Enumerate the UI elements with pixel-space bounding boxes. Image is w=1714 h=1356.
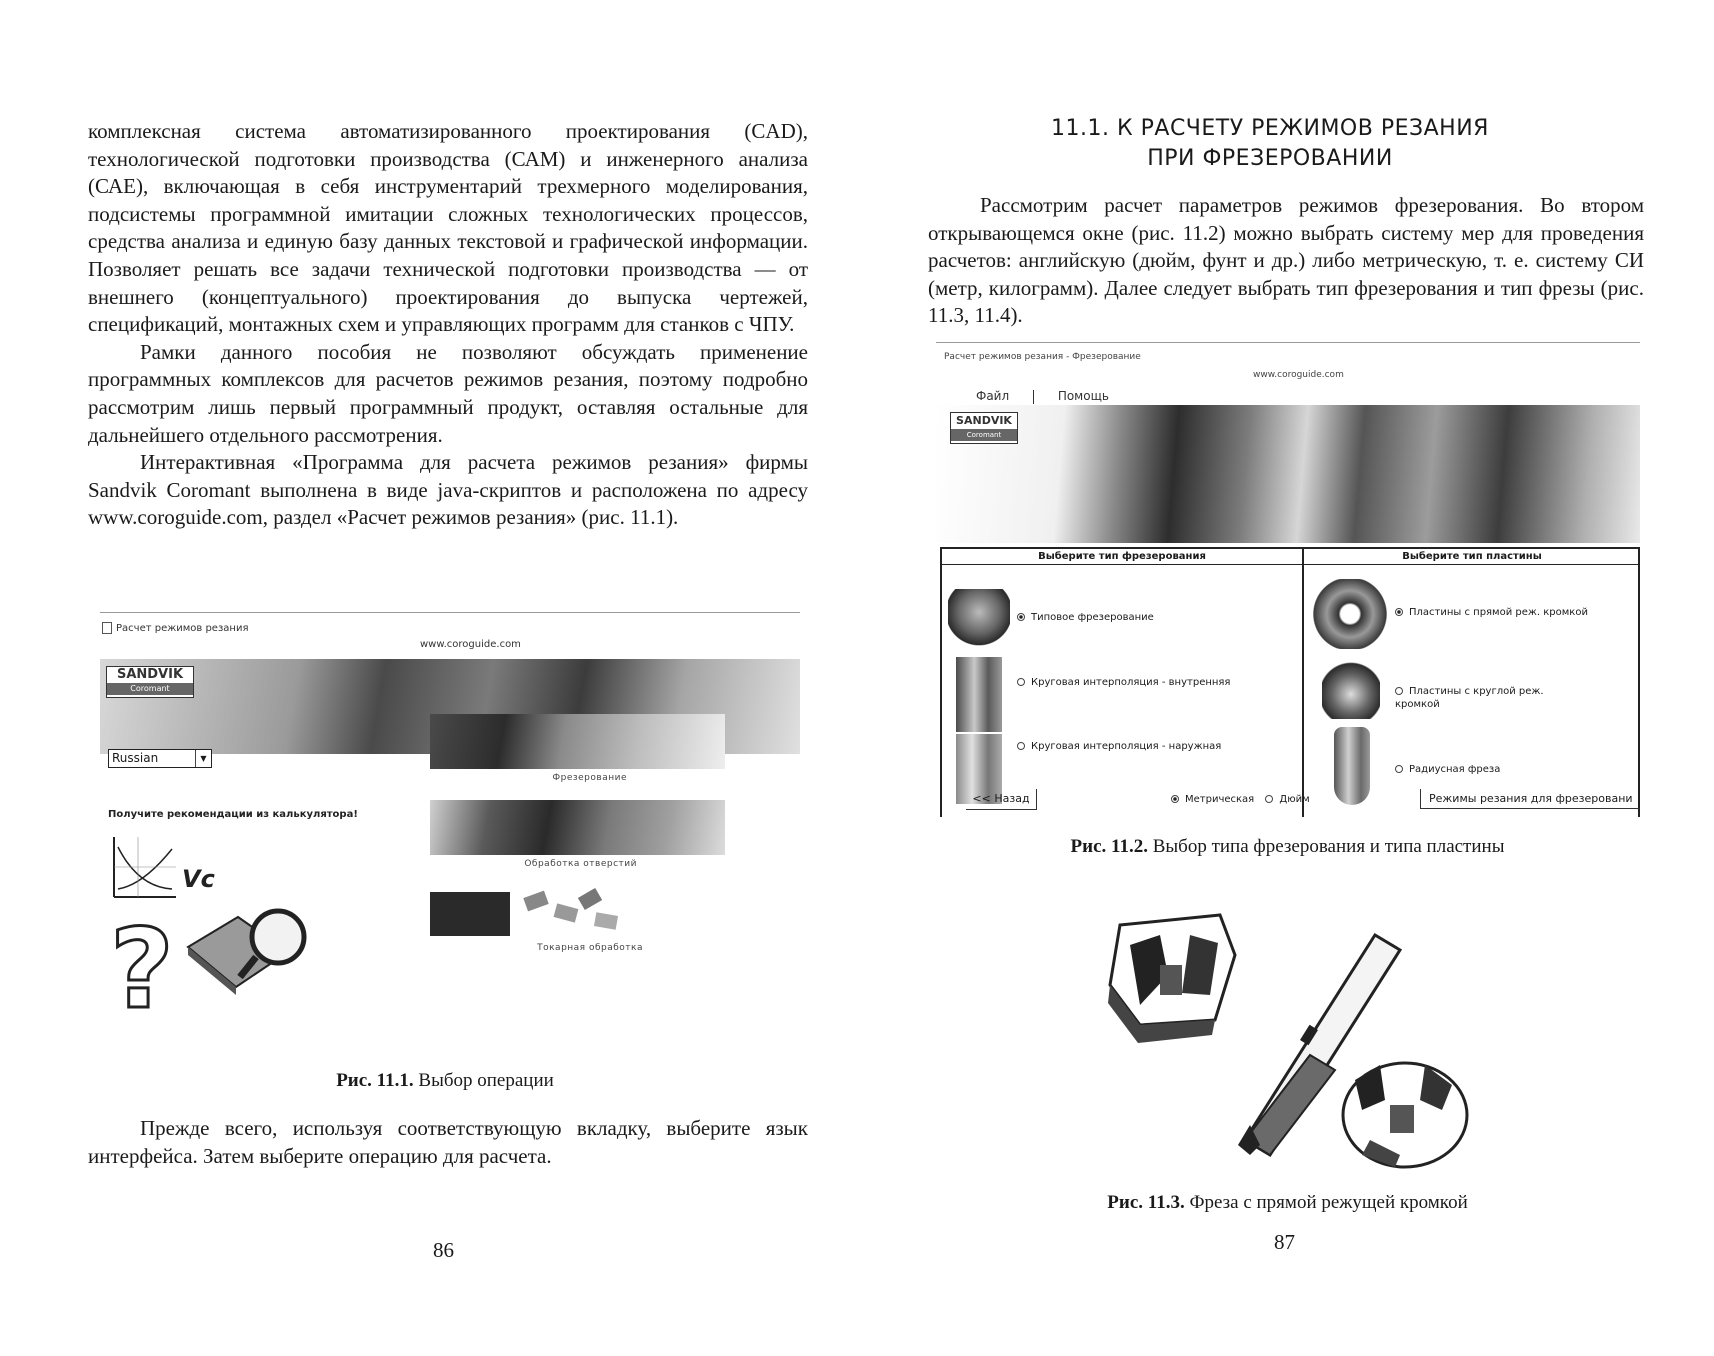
option-label: Круговая интерполяция - внутренняя [1031,677,1231,688]
radio-external-interpolation[interactable] [1017,742,1025,750]
milling-option-internal[interactable] [1017,677,1230,688]
menu-file[interactable]: Файл [976,389,1010,403]
face-mill-bottom-icon [1343,1063,1467,1167]
radio-internal-interpolation[interactable] [1017,678,1025,686]
chevron-down-icon[interactable]: ▼ [195,750,211,767]
url-label: www.coroguide.com [1253,370,1344,380]
menu-help[interactable]: Помощь [1057,389,1109,403]
paragraph-2: Рамки данного пособия не позволяют обсуждать применение программных комплексов для расчетов режимов резания, поэтому подробно рассмотрим лишь первый программный продукт, оставляя остальные для дальнейшего отдельного рассмотрения. [88,339,808,447]
browser-top-line [100,612,800,613]
question-mark-icon [110,905,174,1027]
internal-interpolation-icon [956,657,1002,732]
figure-11-2-caption [930,836,1645,858]
radio-straight-edge[interactable] [1395,608,1403,616]
url-label: www.coroguide.com [420,639,521,650]
unit-selector [1171,794,1310,805]
figure-11-1 [100,612,800,1047]
selection-table [940,547,1640,817]
option-label: Радиусная фреза [1409,764,1501,775]
insert-option-round[interactable] [1395,685,1565,711]
turning-photo [430,884,725,939]
unit-inch-label: Дюйм [1279,794,1310,805]
svg-text:?: ? [110,905,174,1027]
chart-icon [114,837,176,897]
option-label: Типовое фрезерование [1031,612,1154,623]
round-insert-cutter-icon [1322,657,1380,719]
option-label: Пластины с прямой реж. кромкой [1409,607,1588,618]
square-insert-cutter-icon [1312,579,1388,649]
paragraph-4: Прежде всего, используя соответствующую вкладку, выберите язык интерфейса. Затем выберите операцию для расчета. [88,1116,808,1168]
caption-text: Фреза с прямой режущей кромкой [1184,1192,1468,1213]
sandvik-logo [106,666,194,698]
face-mill-top-icon [1108,915,1235,1043]
calculator-illustration[interactable] [108,827,348,1027]
next-button[interactable]: Режимы резания для фрезеровани [1420,789,1640,809]
paragraph-right: Рассмотрим расчет параметров режимов фрезерования. Во втором открывающемся окне (рис. 11.2) можно выбрать систему мер для проведения расчетов: английскую (дюйм, фунт и др.) либо метрическую, т. е. систему СИ (метр, килограмм). Далее следует выбрать тип фрезерования и тип фрезы (рис. 11.3, 11.4). [928,193,1644,328]
operation-label: Токарная обработка [537,943,643,953]
menu-separator [1033,390,1034,404]
window-title: Расчет режимов резания [102,622,248,634]
left-closing-text [88,1115,808,1170]
operation-item-turning[interactable] [430,884,725,954]
menu-bar [976,389,1109,404]
page-number-left: 86 [433,1238,454,1262]
milling-option-typical[interactable] [1017,612,1154,623]
page-icon [102,622,112,634]
ball-nose-cutter-icon [1334,727,1370,805]
left-page-text [88,118,808,532]
language-value: Russian [112,751,159,765]
figure-11-1-caption [80,1070,810,1092]
insert-option-straight[interactable] [1395,607,1588,618]
radio-typical-milling[interactable] [1017,613,1025,621]
option-label: Круговая интерполяция - наружная [1031,741,1222,752]
operation-item-milling[interactable] [430,714,725,784]
drilling-photo [430,800,725,855]
milling-option-external[interactable] [1017,741,1221,752]
heading-line-1: 11.1. К РАСЧЕТУ РЕЖИМОВ РЕЗАНИЯ [1051,116,1489,141]
page-number-right: 87 [1274,1230,1295,1254]
vc-label: Vc [182,865,215,893]
milling-photo [430,714,725,769]
option-label: Пластины с круглой реж. кромкой [1395,686,1544,710]
figure-11-2 [936,342,1640,817]
logo-top-text: SANDVIK [116,667,184,682]
right-page-text [928,192,1644,330]
radio-metric[interactable] [1171,795,1179,803]
figure-11-3 [1100,905,1480,1185]
operation-label: Фрезерование [552,773,627,783]
logo-top-text: SANDVIK [956,414,1012,427]
caption-text: Выбор типа фрезерования и типа пластины [1147,836,1505,857]
caption-label: Рис. 11.1. [336,1070,414,1091]
face-mill-icon [948,589,1010,647]
operation-label: Обработка отверстий [524,859,637,869]
operation-item-drilling[interactable] [430,800,725,870]
unit-metric-label: Метрическая [1185,794,1255,805]
milling-header: Выберите тип фрезерования [942,551,1302,565]
back-button[interactable]: << Назад [966,789,1037,810]
window-top-line [936,342,1640,343]
sandvik-logo [950,412,1018,444]
language-select[interactable] [108,749,212,768]
section-heading [920,114,1620,174]
banner-photo [936,405,1640,543]
figure-11-3-caption [930,1192,1645,1214]
caption-label: Рис. 11.2. [1070,836,1148,857]
table-divider [1302,549,1304,817]
logo-bottom-text: Coromant [951,429,1017,441]
promo-text[interactable]: Получите рекомендации из калькулятора! [108,809,358,820]
logo-bottom-text: Coromant [107,683,193,695]
insert-header: Выберите тип пластины [1304,551,1640,565]
heading-line-2: ПРИ ФРЕЗЕРОВАНИИ [1147,146,1393,171]
window-title: Расчет режимов резания - Фрезерование [944,352,1141,362]
caption-text: Выбор операции [413,1070,554,1091]
radio-inch[interactable] [1265,795,1273,803]
radio-radius-cutter[interactable] [1395,765,1403,773]
paragraph-3: Интерактивная «Программа для расчета режимов резания» фирмы Sandvik Coromant выполнена в виде java-скриптов и расположена по адресу www.coroguide.com, раздел «Расчет режимов резания» (рис. 11.1). [88,450,808,530]
radio-round-edge[interactable] [1395,687,1403,695]
insert-option-radius[interactable] [1395,764,1500,775]
paragraph-1: комплексная система автоматизированного проектирования (CAD), технологической подготовки производства (САМ) и инженерного анализа (САЕ), включающая в себя инструментарий трехмерного моделирования, подсистемы программной имитации сложных технологических процессов, средства анализа и единую базу данных текстовой и графической информации. Позволяет решать все задачи технической подготовки производства — от внешнего (концептуального) проектирования до выпуска чертежей, спецификаций, монтажных схем и управляющих программ для станков с ЧПУ. [88,119,808,337]
caption-label: Рис. 11.3. [1107,1192,1185,1213]
